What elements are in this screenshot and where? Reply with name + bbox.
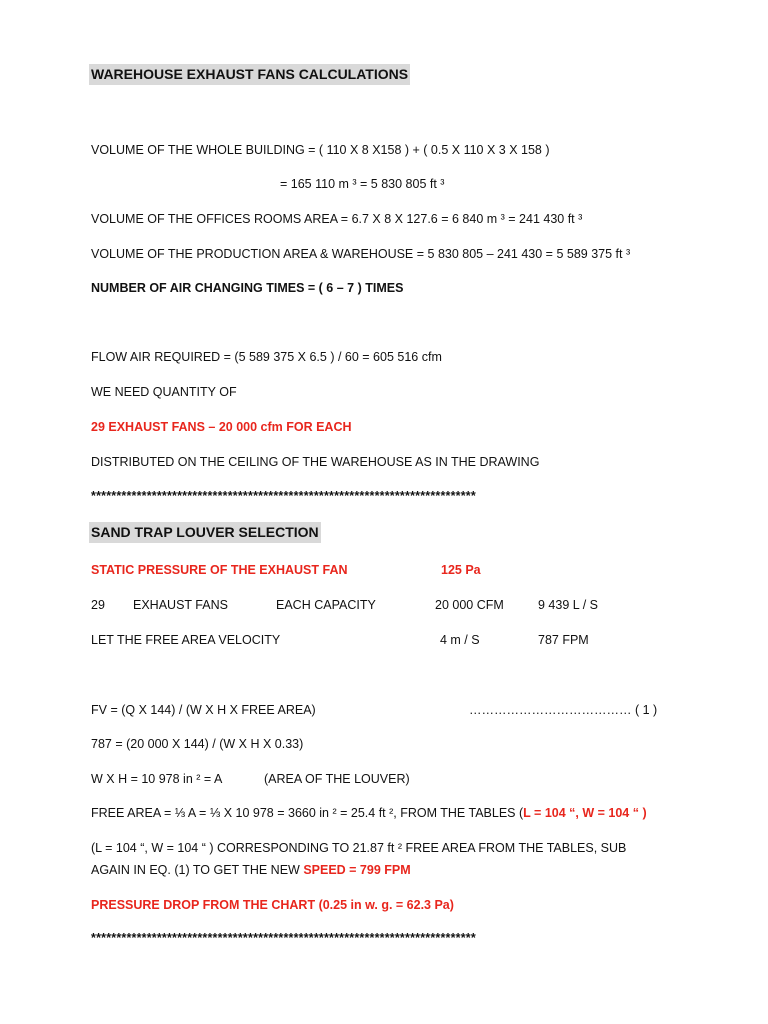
new-speed-value: SPEED = 799 FPM xyxy=(303,863,411,877)
fans-row-label: EXHAUST FANS xyxy=(133,598,228,612)
wxh-note: (AREA OF THE LOUVER) xyxy=(264,772,410,786)
heading-exhaust-fans: WAREHOUSE EXHAUST FANS CALCULATIONS xyxy=(89,64,410,85)
volume-production-line: VOLUME OF THE PRODUCTION AREA & WAREHOUSE = 5 830 805 – 241 430 = 5 589 375 ft ³ xyxy=(91,247,631,261)
corresponding-line-2 xyxy=(91,863,411,877)
free-area-text: FREE AREA = ⅓ A = ⅓ X 10 978 = 3660 in ² = 25.4 ft ², FROM THE TABLES ( xyxy=(91,806,524,820)
fans-row-ls: 9 439 L / S xyxy=(538,598,598,612)
free-area-line xyxy=(91,806,647,820)
flow-air-line: FLOW AIR REQUIRED = (5 589 375 X 6.5 ) / 60 = 605 516 cfm xyxy=(91,350,442,364)
free-area-dimensions: L = 104 “, W = 104 “ ) xyxy=(523,806,647,820)
equation-787: 787 = (20 000 X 144) / (W X H X 0.33) xyxy=(91,737,304,751)
corresponding-text: AGAIN IN EQ. (1) TO GET THE NEW xyxy=(91,863,304,877)
heading-louver-selection: SAND TRAP LOUVER SELECTION xyxy=(89,522,321,543)
fans-count-line: 29 EXHAUST FANS – 20 000 cfm FOR EACH xyxy=(91,420,352,434)
velocity-ms: 4 m / S xyxy=(440,633,480,647)
separator-2: **************************************************************************** xyxy=(91,931,476,945)
fv-equation-ref: ………………………………… ( 1 ) xyxy=(469,703,658,717)
fans-row-count: 29 xyxy=(91,598,105,612)
pressure-drop-line: PRESSURE DROP FROM THE CHART (0.25 in w. g. = 62.3 Pa) xyxy=(91,898,454,912)
corresponding-line-1: (L = 104 “, W = 104 “ ) CORRESPONDING TO 21.87 ft ² FREE AREA FROM THE TABLES, SUB xyxy=(91,841,627,855)
static-pressure-label: STATIC PRESSURE OF THE EXHAUST FAN xyxy=(91,563,348,577)
fans-row-cfm: 20 000 CFM xyxy=(435,598,504,612)
volume-building-result: = 165 110 m ³ = 5 830 805 ft ³ xyxy=(280,177,445,191)
fans-row-each: EACH CAPACITY xyxy=(276,598,376,612)
fv-formula: FV = (Q X 144) / (W X H X FREE AREA) xyxy=(91,703,316,717)
static-pressure-value: 125 Pa xyxy=(441,563,481,577)
volume-offices-line: VOLUME OF THE OFFICES ROOMS AREA = 6.7 X 8 X 127.6 = 6 840 m ³ = 241 430 ft ³ xyxy=(91,212,583,226)
distributed-line: DISTRIBUTED ON THE CEILING OF THE WAREHOUSE AS IN THE DRAWING xyxy=(91,455,540,469)
separator-1: **************************************************************************** xyxy=(91,489,476,503)
wxh-line: W X H = 10 978 in ² = A xyxy=(91,772,223,786)
need-quantity-line: WE NEED QUANTITY OF xyxy=(91,385,237,399)
air-changes-line: NUMBER OF AIR CHANGING TIMES = ( 6 – 7 ) TIMES xyxy=(91,281,404,295)
velocity-fpm: 787 FPM xyxy=(538,633,589,647)
volume-building-line: VOLUME OF THE WHOLE BUILDING = ( 110 X 8 X158 ) + ( 0.5 X 110 X 3 X 158 ) xyxy=(91,143,550,157)
velocity-label: LET THE FREE AREA VELOCITY xyxy=(91,633,281,647)
